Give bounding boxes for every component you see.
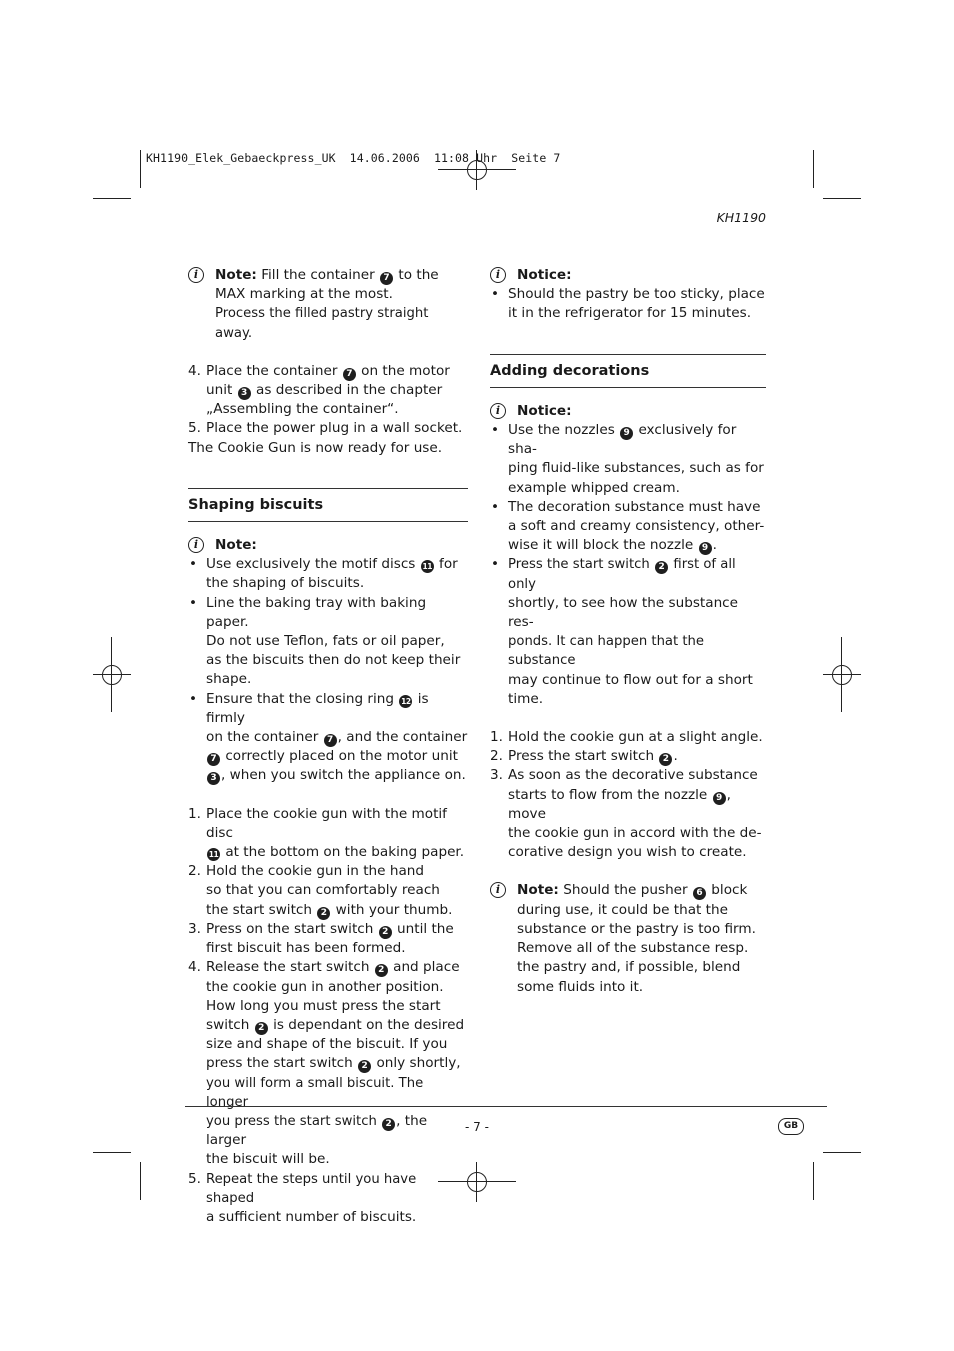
ref-number-icon: 7 [324,734,337,747]
model-number: KH1190 [716,210,766,225]
crop-mark [93,1152,131,1153]
crop-mark [823,198,861,199]
registration-mark-icon [832,665,852,685]
ref-number-icon: 2 [375,964,388,977]
registration-line [93,674,131,675]
ref-number-icon: 2 [659,753,672,766]
notice-label: i Notice: [490,402,766,421]
ref-number-icon: 12 [401,696,411,706]
steps-list [188,805,468,1227]
info-icon: i [490,403,506,419]
list-item: 5. Repeat the steps until you have shaped a sufficient number of biscuits. [188,1170,417,1225]
bullet-list [188,555,468,785]
crop-mark [813,1162,814,1200]
print-header: KH1190_Elek_Gebaeckpress_UK 14.06.2006 11:08 Uhr Seite 7 [146,151,561,165]
ref-number-icon: 9 [713,792,726,805]
registration-line [823,674,861,675]
registration-mark-icon [467,1172,487,1192]
list-item: • Ensure that the closing ring 12 is firmly on the container 7 , and the container 7 correctly placed on the motor unit 3 , when you switch the appliance on. [188,690,468,786]
note-pusher-block: i Note: Should the pusher 6 block during use, it could be that the substance or the pastry is too firm. Remove all of the substance resp. the pastry and, if possible, blend some fluids into it. [490,881,766,996]
section-heading: Shaping biscuits [188,488,468,522]
list-item: 3. Press on the start switch 2 until the first biscuit has been formed. [188,920,454,957]
info-icon: i [188,267,204,283]
page-number: - 7 - [465,1120,489,1134]
list-item: • Press the start switch 2 first of all only shortly, to see how the substance res- ponds. It can happen that the substance may continue to flow out for a short time. [490,555,766,709]
ref-number-icon: 11 [422,562,432,572]
footer-rule [185,1106,827,1107]
steps-list [188,362,468,439]
ref-number-icon: 9 [699,542,712,555]
ref-number-icon: 2 [379,926,392,939]
list-item: • The decoration substance must have a soft and creamy consistency, other- wise it will block the nozzle 9 . [490,498,766,556]
language-badge: GB [778,1118,804,1135]
list-item: 4. Place the container 7 on the motor unit 3 as described in the chapter „Assembling the container“. [188,362,450,418]
left-column [188,266,468,1227]
ref-number-icon: 2 [358,1060,371,1073]
list-item: 2. Hold the cookie gun in the hand so that you can comfortably reach the start switch 2 with your thumb. [188,863,453,918]
ref-number-icon: 3 [207,772,220,785]
list-item: 2. Press the start switch 2 . [490,748,678,765]
ready-text: The Cookie Gun is now ready for use. [188,439,443,456]
crop-mark [813,150,814,188]
ref-number-icon: 9 [620,427,633,440]
crop-mark [93,198,131,199]
registration-line [841,637,842,712]
ref-number-icon: 2 [317,907,330,920]
ref-number-icon: 6 [693,887,706,900]
note-fill-container: i Note: Fill the container 7 to the MAX marking at the most. Process the filled pastry straight away. [188,266,468,343]
ref-number-icon: 2 [255,1022,268,1035]
bullet-list [490,285,766,323]
list-item: 4. Release the start switch 2 and place the cookie gun in another position. How long you must press the start switch 2 is dependant on the desired size and shape of the biscuit. If you press the start switch 2 only shortly, you will form a small biscuit. The longer you press the start switch 2 , the larger the biscuit will be. [188,959,465,1168]
list-item: • Use exclusively the motif discs 11 for the shaping of biscuits. [188,555,468,593]
registration-line [438,169,516,170]
note-label: i Note: [188,536,468,555]
notice-label: i Notice: [490,266,766,285]
ref-number-icon: 2 [655,561,668,574]
crop-mark [140,1162,141,1200]
registration-line [111,637,112,712]
list-item: 1. Hold the cookie gun at a slight angle. [490,729,763,746]
info-icon: i [490,882,506,898]
info-icon: i [188,537,204,553]
ref-number-icon: 3 [238,387,251,400]
ref-number-icon: 7 [380,272,393,285]
info-icon: i [490,267,506,283]
section-heading: Adding decorations [490,354,766,388]
ref-number-icon: 7 [207,753,220,766]
ref-number-icon: 7 [343,368,356,381]
registration-line [476,1162,477,1202]
list-item: 1. Place the cookie gun with the motif disc 11 at the bottom on the baking paper. [188,805,465,861]
crop-mark [140,150,141,188]
steps-list [490,728,766,862]
list-item: 5. Place the power plug in a wall socket. [188,420,463,437]
crop-mark [823,1152,861,1153]
bullet-list [490,421,766,709]
registration-mark-icon [102,665,122,685]
list-item: • Should the pastry be too sticky, place it in the refrigerator for 15 minutes. [490,285,766,323]
list-item: 3. As soon as the decorative substance starts to flow from the nozzle 9 , move the cookie gun in accord with the de- corative design you wish to create. [490,767,762,861]
list-item: • Line the baking tray with baking paper. Do not use Teflon, fats or oil paper, as the biscuits then do not keep their shape. [188,594,468,690]
ref-number-icon: 2 [382,1118,395,1131]
right-column [490,266,766,997]
ref-number-icon: 11 [208,850,219,860]
list-item: • Use the nozzles 9 exclusively for sha- ping fluid-like substances, such as for example whipped cream. [490,421,766,498]
